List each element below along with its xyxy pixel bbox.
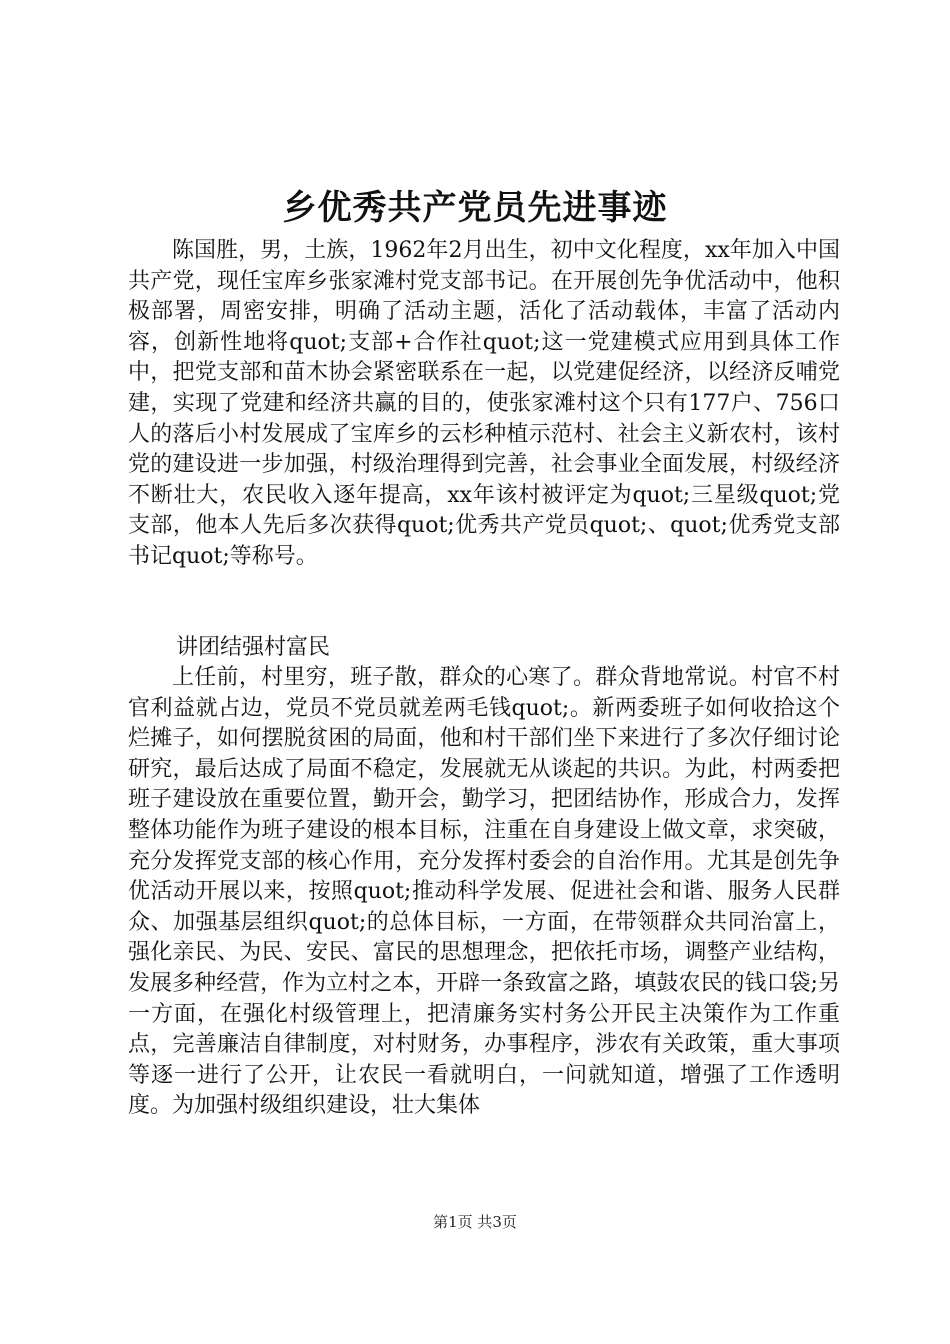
section-heading: 讲团结强村富民: [176, 635, 331, 660]
body-paragraph: 陈国胜，男，土族，1962年2月出生，初中文化程度，xx年加入中国共产党，现任宝库乡张家滩村党支部书记。在开展创先争优活动中，他积极部署，周密安排，明确了活动主题，活化了活动载体，丰富了活动内容，创新性地将quot;支部+合作社quot;这一党建模式应用到具体工作中，把党支部和苗木协会紧密联系在一起，以党建促经济，以经济反哺党建，实现了党建和经济共赢的目的，使张家滩村这个只有177户、756口人的落后小村发展成了宝库乡的云杉种植示范村、社会主义新农村，该村党的建设进一步加强，村级治理得到完善，社会事业全面发展，村级经济不断壮大，农民收入逐年提高，xx年该村被评定为quot;三星级quot;党支部，他本人先后多次获得quot;优秀共产党员quot;、quot;优秀党支部书记quot;等称号。: [128, 238, 840, 569]
document-title: 乡优秀共产党员先进事迹: [282, 188, 668, 228]
page-number: 第1页 共3页: [433, 1213, 517, 1231]
body-paragraph: 上任前，村里穷，班子散，群众的心寒了。群众背地常说。村官不村官利益就占边，党员不党员就差两毛钱quot;。新两委班子如何收拾这个烂摊子，如何摆脱贫困的局面，他和村干部们坐下来进行了多次仔细讨论研究，最后达成了局面不稳定，发展就无从谈起的共识。为此，村两委把班子建设放在重要位置，勤开会，勤学习，把团结协作，形成合力，发挥整体功能作为班子建设的根本目标，注重在自身建设上做文章，求突破，充分发挥党支部的核心作用，充分发挥村委会的自治作用。尤其是创先争优活动开展以来，按照quot;推动科学发展、促进社会和谐、服务人民群众、加强基层组织quot;的总体目标，一方面，在带领群众共同治富上，强化亲民、为民、安民、富民的思想理念，把依托市场，调整产业结构，发展多种经营，作为立村之本，开辟一条致富之路，填鼓农民的钱口袋;另一方面，在强化村级管理上，把清廉务实村务公开民主决策作为工作重点，完善廉洁自律制度，对村财务，办事程序，涉农有关政策，重大事项等逐一进行了公开，让农民一看就明白，一问就知道，增强了工作透明度。为加强村级组织建设，壮大集体: [128, 665, 840, 1119]
